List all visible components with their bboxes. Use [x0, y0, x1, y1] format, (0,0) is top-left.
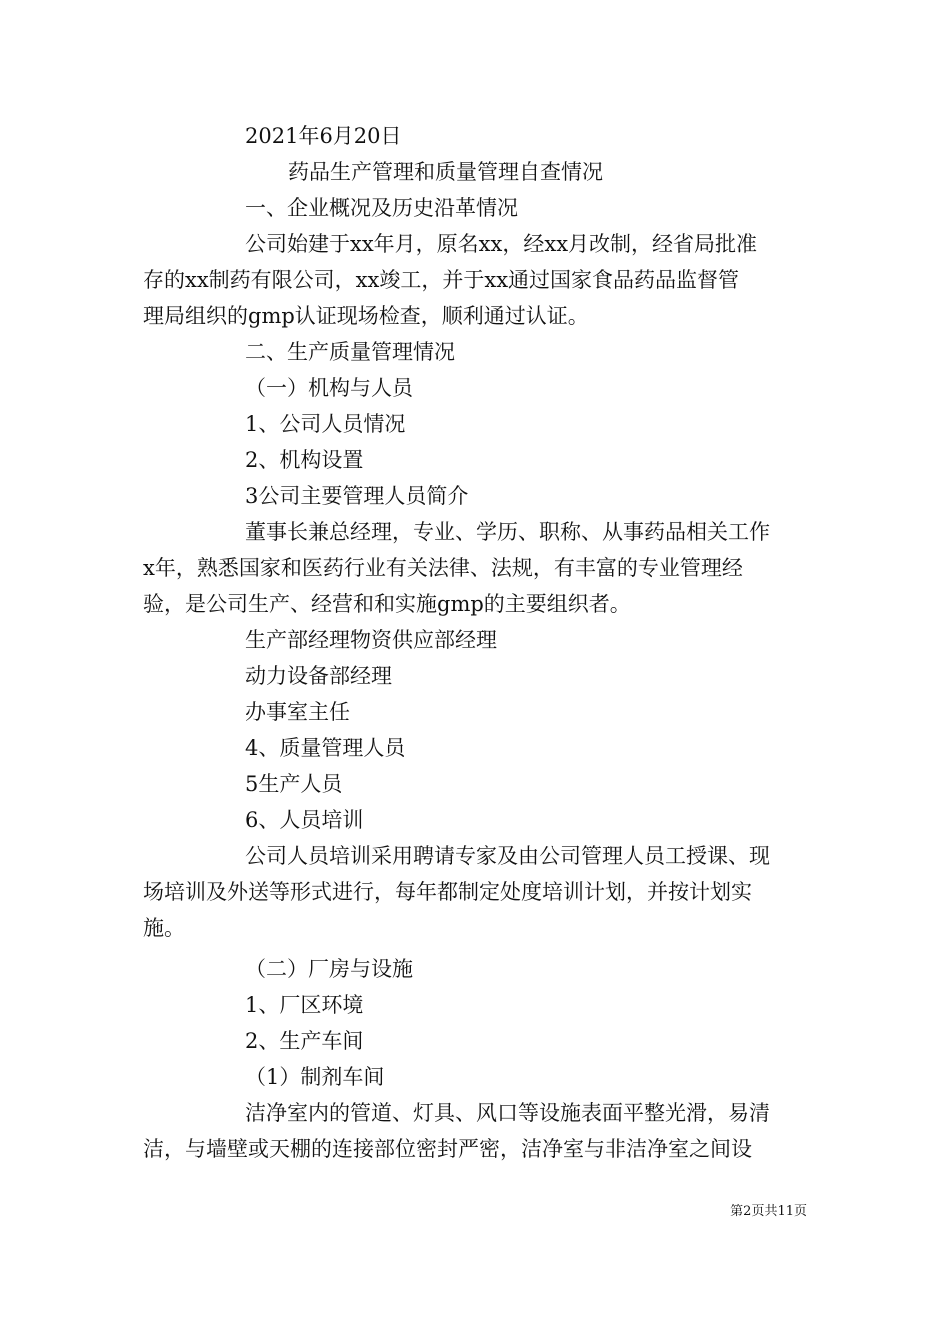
paragraph-line: 施。 [143, 916, 185, 940]
text-line: 办事室主任 [245, 700, 350, 724]
document-title: 药品生产管理和质量管理自查情况 [288, 160, 603, 184]
paragraph-line: 洁，与墙壁或天棚的连接部位密封严密，洁净室与非洁净室之间设 [143, 1137, 752, 1161]
paragraph-line: 董事长兼总经理，专业、学历、职称、从事药品相关工作 [245, 520, 770, 544]
text-line: 动力设备部经理 [245, 664, 392, 688]
list-item: 2、机构设置 [245, 448, 364, 472]
paragraph-line: 场培训及外送等形式进行，每年都制定处度培训计划，并按计划实 [143, 880, 752, 904]
list-item: 3公司主要管理人员简介 [245, 484, 469, 508]
subsection-heading: （二）厂房与设施 [245, 957, 413, 981]
list-item: 4、质量管理人员 [245, 736, 406, 760]
list-item: 1、公司人员情况 [245, 412, 406, 436]
document-date: 2021年6月20日 [245, 124, 402, 148]
paragraph-line: 存的xx制药有限公司，xx竣工，并于xx通过国家食品药品监督管 [143, 268, 740, 292]
paragraph-line: x年，熟悉国家和医药行业有关法律、法规，有丰富的专业管理经 [143, 556, 743, 580]
list-item: 6、人员培训 [245, 808, 364, 832]
paragraph-line: 公司始建于xx年月，原名xx，经xx月改制，经省局批准 [245, 232, 758, 256]
paragraph-line: 公司人员培训采用聘请专家及由公司管理人员工授课、现 [245, 844, 770, 868]
text-line: 生产部经理物资供应部经理 [245, 628, 497, 652]
page-number-footer: 第2页共11页 [730, 1204, 807, 1219]
paragraph-line: 验，是公司生产、经营和和实施gmp的主要组织者。 [143, 592, 631, 616]
paragraph-line: 理局组织的gmp认证现场检查，顺利通过认证。 [143, 304, 589, 328]
paragraph-line: 洁净室内的管道、灯具、风口等设施表面平整光滑，易清 [245, 1101, 770, 1125]
subsection-heading: （一）机构与人员 [245, 376, 413, 400]
list-item: 1、厂区环境 [245, 993, 364, 1017]
list-item: 2、生产车间 [245, 1029, 364, 1053]
section-heading: 二、生产质量管理情况 [245, 340, 455, 364]
list-item: 5生产人员 [245, 772, 343, 796]
list-item: （1）制剂车间 [245, 1065, 385, 1089]
section-heading: 一、企业概况及历史沿革情况 [245, 196, 518, 220]
